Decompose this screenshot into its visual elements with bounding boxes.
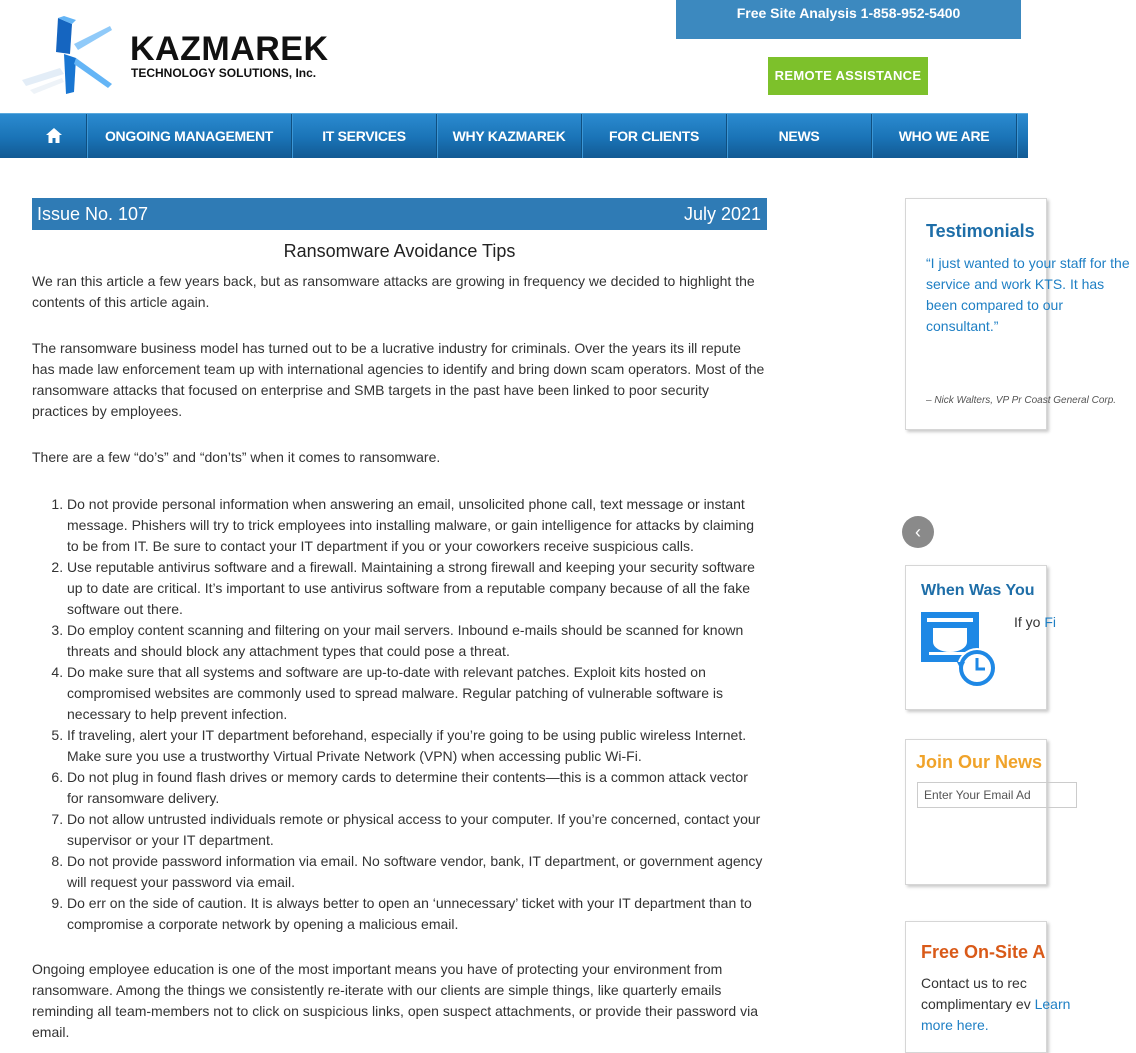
tip-item: 6. Do not plug in found flash drives or memory cards to determine their contents—this is a common attack vector for ransomware delivery. — [67, 767, 767, 809]
issue-date: July 2021 — [683, 204, 761, 224]
backup-check-link[interactable]: Fi — [1044, 614, 1057, 630]
newsletter-box — [905, 739, 1047, 885]
nav-news[interactable]: NEWS — [727, 114, 872, 158]
nav-home[interactable] — [22, 114, 87, 158]
logo-subtitle: TECHNOLOGY SOLUTIONS, Inc. — [131, 66, 317, 80]
article-paragraph: There are a few “do’s” and “don’ts” when it comes to ransomware. — [32, 449, 441, 465]
free-assessment-title: Free On-Site A — [921, 942, 1046, 962]
carousel-prev-button[interactable]: ‹ — [902, 516, 934, 548]
tip-item: 2. Use reputable antivirus software and a firewall. Maintaining a strong firewall and keeping your security software up to date are critical. It’s important to use antivirus software from a reputable company because of all the fake software out there. — [67, 557, 767, 620]
free-assessment-box — [905, 921, 1071, 1053]
remote-assistance-button[interactable]: REMOTE ASSISTANCE — [768, 57, 928, 95]
issue-bar — [32, 198, 767, 230]
testimonial-author: – Nick Walters, VP Pr Coast General Corp. — [926, 395, 1117, 406]
issue-number: Issue No. 107 — [37, 204, 149, 224]
learn-more-link[interactable]: Learn more here. — [921, 996, 1071, 1033]
tip-item: 7. Do not allow untrusted individuals remote or physical access to your computer. If you’re concerned, contact your supervisor or your IT department. — [67, 809, 767, 851]
site-header — [0, 0, 1028, 113]
tip-item: 1. Do not provide personal information when answering an email, unsolicited phone call, text message or instant message. Phishers will try to trick employees into installing malware, or gain intelligence for attacks by claiming to be from IT. Be sure to contact your IT department if you or your coworkers receive suspicious calls. — [67, 494, 767, 557]
nav-for-clients[interactable]: FOR CLIENTS — [582, 114, 727, 158]
nav-why-kazmarek[interactable]: WHY KAZMAREK — [437, 114, 582, 158]
newsletter-title: Join Our News — [916, 752, 1043, 772]
article-intro: We ran this article a few years back, but as ransomware attacks are growing in frequency we decided to highlight the contents of this article again. — [32, 273, 755, 310]
nav-it-services[interactable]: IT SERVICES — [292, 114, 437, 158]
article-paragraph: The ransomware business model has turned out to be a lucrative industry for criminals. Over the years its ill repute has made law enforcement team up with international agencies to identify and bring down scam operators. Most of the ransomware attacks that focused on enterprise and SMB targets in the past have been linked to poor security practices by employees. — [32, 340, 765, 419]
logo-mark-icon — [20, 14, 120, 98]
free-assessment-text: Contact us to rec complimentary ev Learn more here. — [921, 975, 1071, 1033]
tip-item: 9. Do err on the side of caution. It is always better to open an ‘unnecessary’ ticket with your IT department than to compromise a corporate network by opening a malicious email. — [67, 893, 767, 935]
home-icon — [46, 128, 62, 143]
backup-check-title: When Was You — [921, 582, 1035, 599]
nav-who-we-are[interactable]: WHO WE ARE — [872, 114, 1017, 158]
tips-list — [32, 494, 767, 935]
tip-item: 5. If traveling, alert your IT department beforehand, especially if you’re going to be using public wireless Internet. Make sure you use a trustworthy Virtual Private Network (VPN) when accessing public Wi-Fi. — [67, 725, 767, 767]
testimonials-box — [905, 198, 1130, 430]
backup-clock-icon — [921, 612, 1001, 692]
article-title: Ransomware Avoidance Tips — [283, 241, 516, 261]
tip-item: 8. Do not provide password information via email. No software vendor, bank, IT department, or government agency will request your password via email. — [67, 851, 767, 893]
logo-name: KAZMAREK — [130, 30, 329, 68]
backup-check-text: If yo Fi — [1014, 614, 1057, 630]
main-nav — [0, 113, 1028, 158]
testimonials-title: Testimonials — [926, 221, 1035, 241]
newsletter-email-input[interactable]: Enter Your Email Ad — [917, 782, 1077, 808]
tip-item: 3. Do employ content scanning and filtering on your mail servers. Inbound e-mails should be scanned for known threats and should block any attachment types that could pose a threat. — [67, 620, 767, 662]
backup-check-box — [905, 565, 1057, 710]
nav-ongoing-management[interactable]: ONGOING MANAGEMENT — [87, 114, 292, 158]
testimonial-quote: “I just wanted to your staff for the service and work KTS. It has been compared to our consultant.” — [926, 255, 1130, 334]
free-site-analysis-link[interactable]: Free Site Analysis 1-858-952-5400 — [676, 0, 1021, 39]
company-logo[interactable] — [20, 14, 350, 98]
tip-item: 4. Do make sure that all systems and software are up-to-date with relevant patches. Exploit kits hosted on compromised websites are commonly used to spread malware. Regular patching of vulnerable software is necessary to help prevent infection. — [67, 662, 767, 725]
article-closing: Ongoing employee education is one of the most important means you have of protecting your environment from ransomware. Among the things we consistently re-iterate with our clients are simple things, like quarterly emails reminding all team-members not to click on suspicious links, open suspect attachments, or provide their password via email. — [32, 961, 758, 1040]
